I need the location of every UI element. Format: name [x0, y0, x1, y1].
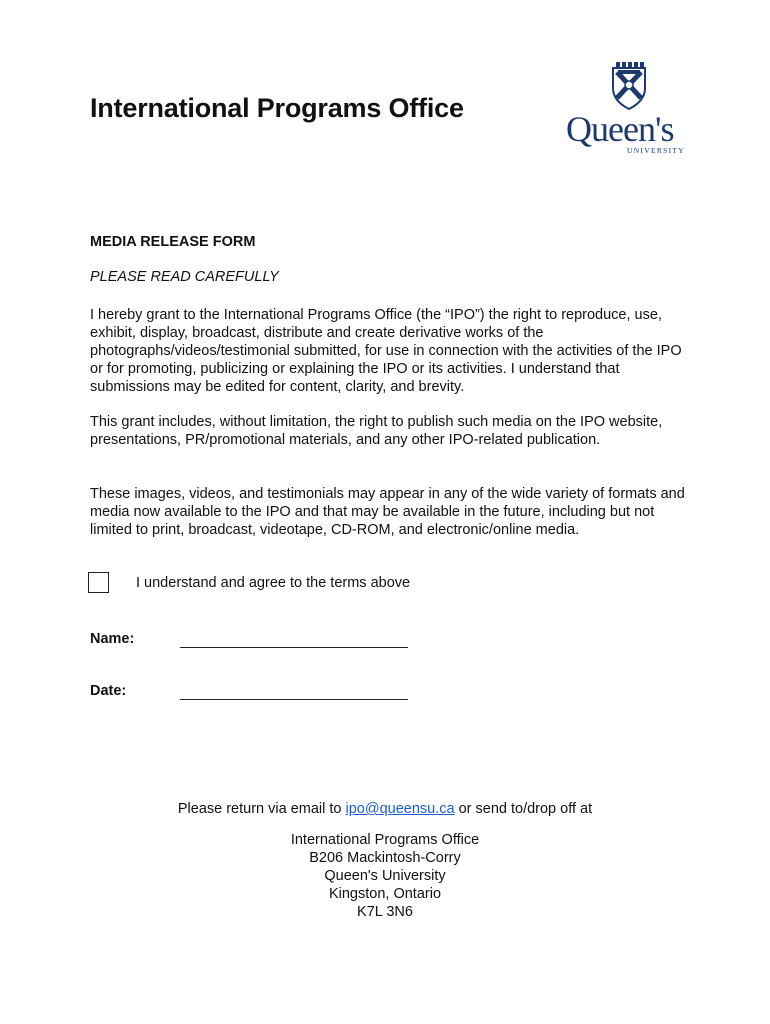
mailing-address	[0, 831, 770, 921]
return-suffix: or send to/drop off at	[454, 801, 593, 817]
address-line-postal-code: K7L 3N6	[357, 904, 413, 920]
grant-paragraph: I hereby grant to the International Programs Office (the “IPO”) the right to reproduce, use, exhibit, display, broadcast, distribute and create derivative works of the photographs/videos/testimonial submitted, for use in connection with the activities of the IPO or for promoting, publicizing or explaining the IPO or its activities. I understand that submissions may be edited for content, clarity, and brevity.	[90, 307, 682, 395]
form-title: MEDIA RELEASE FORM	[90, 234, 256, 250]
address-line-office: International Programs Office	[290, 832, 480, 848]
form-instruction: PLEASE READ CAREFULLY	[90, 269, 279, 285]
logo-subtext: UNIVERSITY	[627, 146, 685, 155]
agree-checkbox[interactable]	[88, 572, 109, 593]
date-field[interactable]	[180, 683, 408, 700]
address-line-room: B206 Mackintosh-Corry	[309, 850, 461, 866]
university-crest-icon	[610, 62, 648, 110]
logo-wordmark: Queen's	[566, 109, 674, 149]
name-label: Name:	[90, 631, 135, 647]
page-title: International Programs Office	[90, 93, 464, 123]
address-line-university: Queen's University	[324, 868, 446, 884]
scope-paragraph: This grant includes, without limitation, the right to publish such media on the IPO website, presentations, PR/promotional materials, and any other IPO-related publication.	[90, 414, 663, 448]
queens-university-logo	[566, 62, 696, 157]
agree-checkbox-label: I understand and agree to the terms above	[136, 575, 411, 591]
email-link[interactable]: ipo@queensu.ca	[345, 801, 455, 817]
media-formats-paragraph: These images, videos, and testimonials may appear in any of the wide variety of formats and media now available to the IPO and that may be available in the future, including but not limited to print, broadcast, videotape, CD-ROM, and electronic/online media.	[90, 486, 685, 538]
return-prefix: Please return via email to	[177, 801, 346, 817]
return-instructions	[0, 801, 770, 817]
date-label: Date:	[90, 683, 127, 699]
address-line-city: Kingston, Ontario	[328, 886, 442, 902]
name-field[interactable]	[180, 631, 408, 648]
